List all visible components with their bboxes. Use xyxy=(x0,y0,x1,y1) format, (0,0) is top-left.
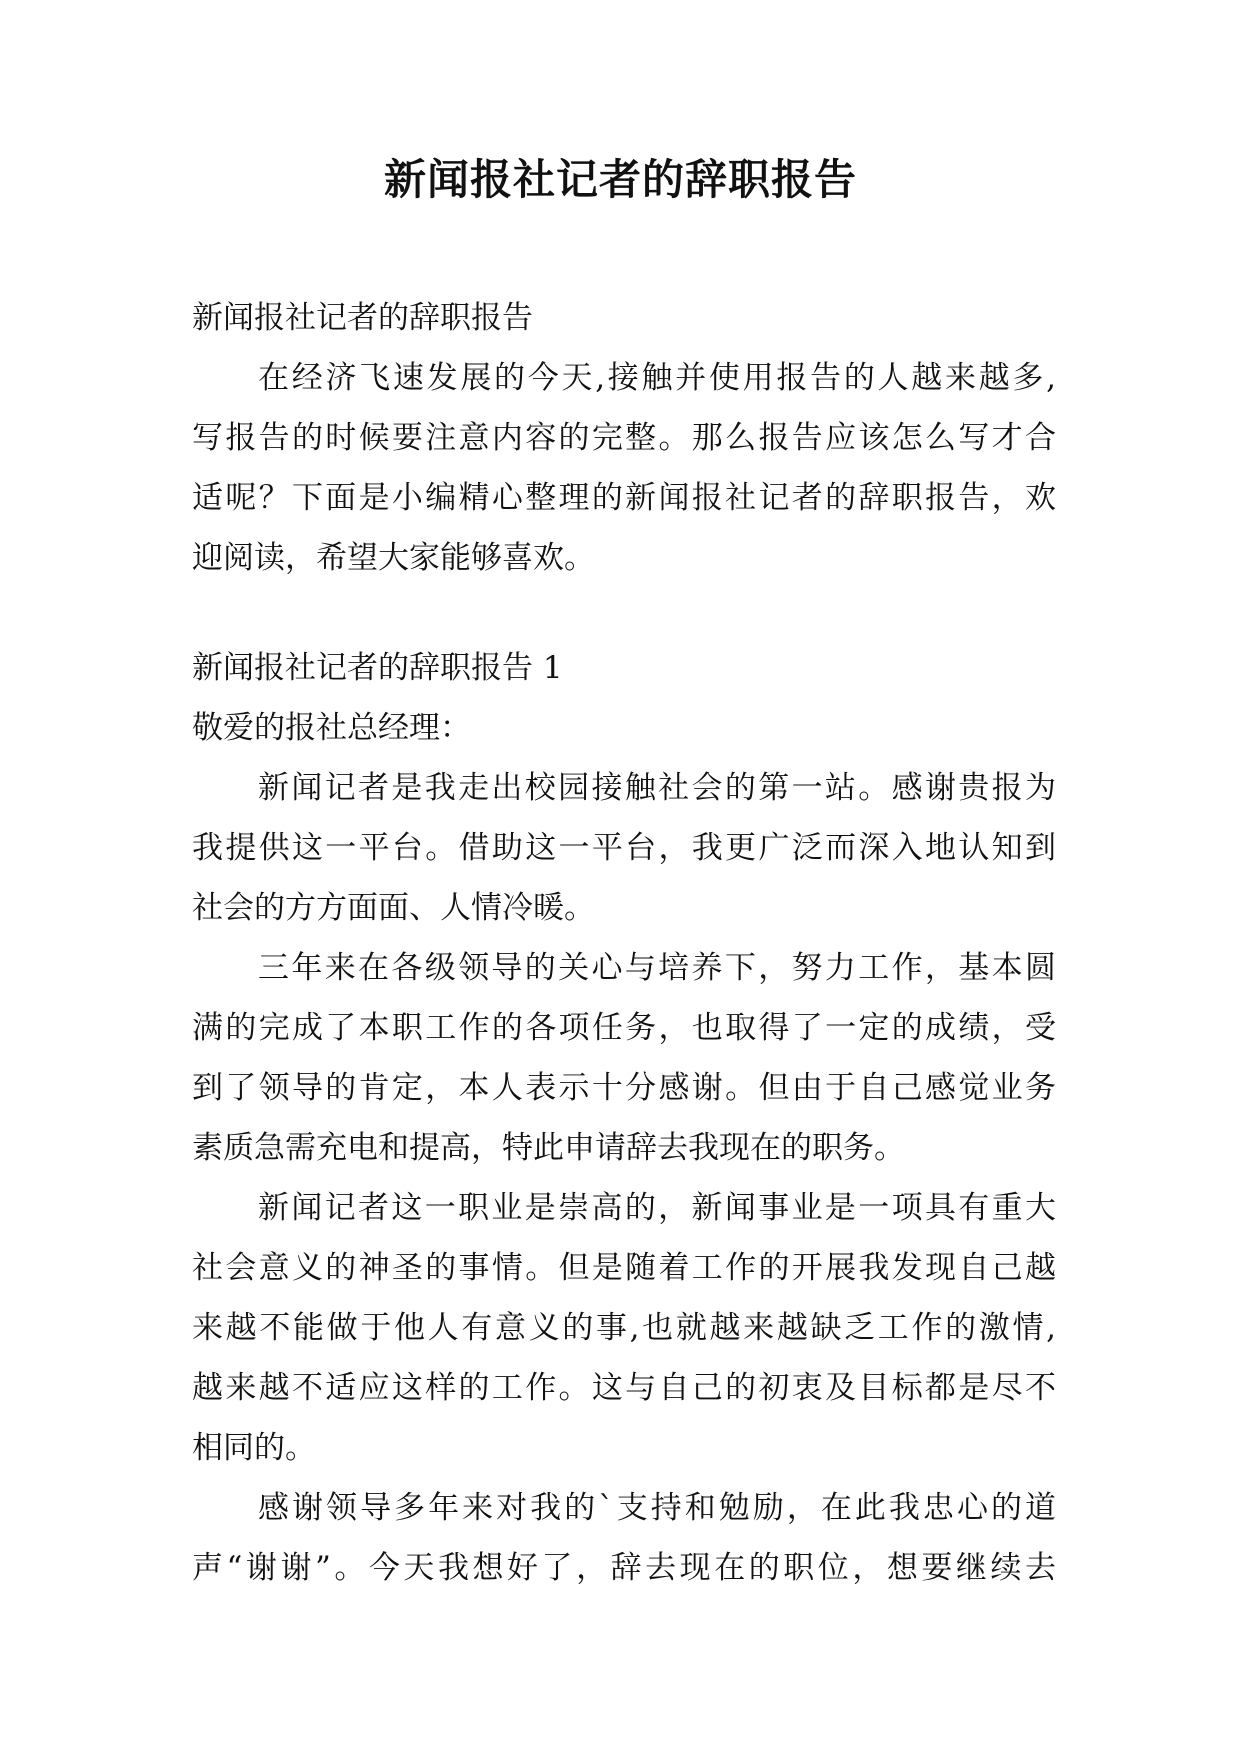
intro-paragraph xyxy=(192,348,1056,588)
paragraph-line: 新闻记者是我走出校园接触社会的第一站。感谢贵报为 xyxy=(258,770,1056,806)
salutation: 敬爱的报社总经理： xyxy=(192,710,471,746)
section-gap xyxy=(192,588,1056,638)
paragraph-line: 越来越不适应这样的工作。这与自己的初衷及目标都是尽不 xyxy=(192,1370,1056,1406)
document-subtitle: 新闻报社记者的辞职报告 xyxy=(192,300,533,336)
paragraph-line: 素质急需充电和提高，特此申请辞去我现在的职务。 xyxy=(192,1130,905,1166)
paragraph-line: 感谢领导多年来对我的`支持和勉励，在此我忠心的道 xyxy=(258,1490,1056,1526)
paragraph-4 xyxy=(192,1478,1056,1598)
paragraph-line: 满的完成了本职工作的各项任务，也取得了一定的成绩，受 xyxy=(192,1010,1056,1046)
document-title: 新闻报社记者的辞职报告 xyxy=(383,155,857,204)
paragraph-line: 我提供这一平台。借助这一平台，我更广泛而深入地认知到 xyxy=(192,830,1056,866)
intro-line: 迎阅读，希望大家能够喜欢。 xyxy=(192,540,595,576)
paragraph-line: 三年来在各级领导的关心与培养下，努力工作，基本圆 xyxy=(258,950,1056,986)
paragraph-line: 新闻记者这一职业是崇高的，新闻事业是一项具有重大 xyxy=(258,1190,1056,1226)
paragraph-line: 到了领导的肯定，本人表示十分感谢。但由于自己感觉业务 xyxy=(192,1070,1056,1106)
intro-line: 在经济飞速发展的今天,接触并使用报告的人越来越多, xyxy=(258,360,1056,396)
paragraph-3 xyxy=(192,1178,1056,1478)
paragraph-line: 声“谢谢”。今天我想好了，辞去现在的职位，想要继续去 xyxy=(192,1550,1056,1586)
section-heading: 新闻报社记者的辞职报告 1 xyxy=(192,650,563,686)
intro-line: 适呢？下面是小编精心整理的新闻报社记者的辞职报告，欢 xyxy=(192,480,1056,516)
paragraph-2 xyxy=(192,938,1056,1178)
paragraph-line: 相同的。 xyxy=(192,1430,316,1466)
paragraph-line: 来越不能做于他人有意义的事,也就越来越缺乏工作的激情, xyxy=(192,1310,1056,1346)
document-body xyxy=(192,288,1056,1598)
paragraph-line: 社会的方方面面、人情冷暖。 xyxy=(192,890,595,926)
intro-line: 写报告的时候要注意内容的完整。那么报告应该怎么写才合 xyxy=(192,420,1056,456)
paragraph-line: 社会意义的神圣的事情。但是随着工作的开展我发现自己越 xyxy=(192,1250,1056,1286)
paragraph-1 xyxy=(192,758,1056,938)
